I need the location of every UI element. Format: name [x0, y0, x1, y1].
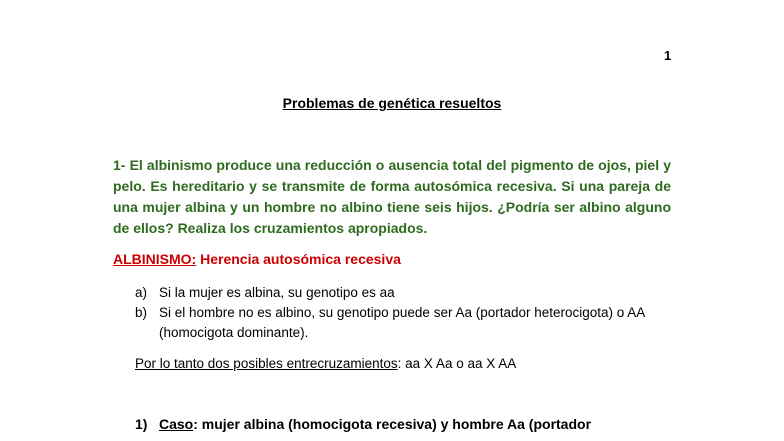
- section-heading-label: ALBINISMO:: [113, 251, 197, 267]
- list-text: Si el hombre no es albino, su genotipo puede ser Aa (portador heterocigota) o AA (homocigota dominante).: [159, 305, 645, 340]
- list-item: [135, 303, 675, 343]
- section-heading-text: Herencia autosómica recesiva: [196, 251, 401, 267]
- case-text: : mujer albina (homocigota recesiva) y hombre Aa (portador: [193, 416, 592, 432]
- section-heading: [113, 251, 401, 267]
- document-title: Problemas de genética resueltos: [282, 95, 502, 111]
- problem-statement: 1- El albinismo produce una reducción o ausencia total del pigmento de ojos, piel y pelo. Es hereditario y se transmite de forma autosómica recesiva. Si una pareja de una mujer albina y un hombre no albino tiene seis hijos. ¿Podría ser albino alguno de ellos? Realiza los cruzamientos apropiados.: [113, 157, 671, 236]
- genotype-list: [135, 283, 675, 343]
- crosses-label: Por lo tanto dos posibles entrecruzamientos: [135, 356, 398, 371]
- case-1: [135, 414, 735, 435]
- list-marker: a): [135, 285, 148, 300]
- list-marker: b): [135, 305, 148, 320]
- case-number: 1): [135, 416, 148, 432]
- crosses-text: : aa X Aa o aa X AA: [397, 356, 517, 371]
- list-text: Si la mujer es albina, su genotipo es aa: [159, 285, 395, 300]
- case-label: Caso: [159, 416, 194, 432]
- list-item: [135, 283, 675, 303]
- crosses-paragraph: [135, 356, 516, 371]
- page-number: 1: [664, 48, 672, 63]
